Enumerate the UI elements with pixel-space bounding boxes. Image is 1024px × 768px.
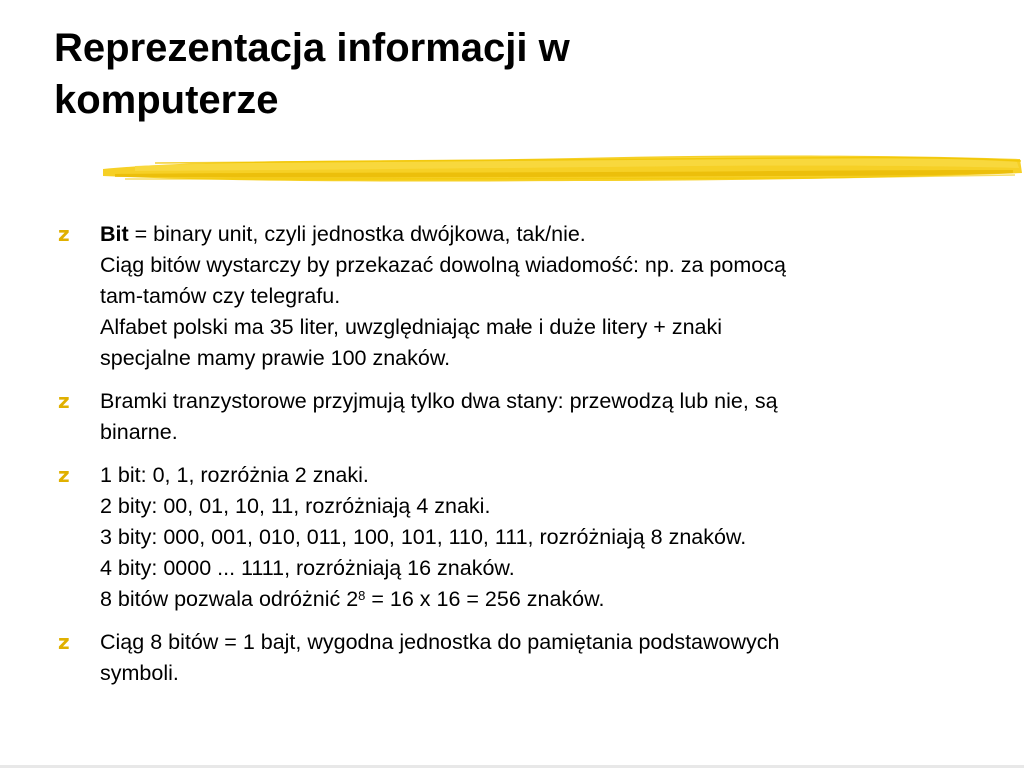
- bullet-line-power: [100, 584, 958, 615]
- bullet-item-bramki: [58, 386, 958, 448]
- bullet-line: Ciąg 8 bitów = 1 bajt, wygodna jednostka do pamiętania podstawowych: [100, 630, 780, 654]
- bullet-line: binarne.: [100, 420, 178, 444]
- bullet-line: specjalne mamy prawie 100 znaków.: [100, 346, 451, 370]
- yellow-brush-stroke-divider: [95, 146, 1024, 192]
- bullet-text: = binary unit, czyli jednostka dwójkowa, tak/nie.: [128, 222, 586, 246]
- bold-term: Bit: [100, 222, 129, 246]
- bullet-marker-icon: z: [58, 630, 70, 654]
- bullet-line: [100, 219, 958, 250]
- slide-title-line-2: komputerze: [54, 78, 279, 122]
- power-exponent: 8: [358, 588, 366, 603]
- bullet-line: 3 bity: 000, 001, 010, 011, 100, 101, 110, 111, rozróżniają 8 znaków.: [100, 525, 747, 549]
- bullet-marker-icon: z: [58, 222, 70, 246]
- bullet-line: Alfabet polski ma 35 liter, uwzględniając małe i duże litery + znaki: [100, 315, 723, 339]
- power-text-after: = 16 x 16 = 256 znaków.: [365, 587, 605, 611]
- bullet-item-bit: [58, 219, 958, 374]
- bullet-marker-icon: z: [58, 463, 70, 487]
- bullet-marker-icon: z: [58, 389, 70, 413]
- bullet-line: 1 bit: 0, 1, rozróżnia 2 znaki.: [100, 463, 369, 487]
- bullet-line: Bramki tranzystorowe przyjmują tylko dwa stany: przewodzą lub nie, są: [100, 389, 778, 413]
- bullet-item-bits-combinations: [58, 460, 958, 615]
- slide-title-line-1: Reprezentacja informacji w: [54, 26, 570, 70]
- bullet-line: Ciąg bitów wystarczy by przekazać dowolną wiadomość: np. za pomocą: [100, 253, 786, 277]
- bullet-item-bajt: [58, 627, 958, 689]
- bullet-list: [58, 219, 958, 701]
- slide-title: [54, 22, 954, 126]
- bullet-line: 4 bity: 0000 ... 1111, rozróżniają 16 znaków.: [100, 556, 515, 580]
- bullet-line: symboli.: [100, 661, 179, 685]
- bullet-line: 2 bity: 00, 01, 10, 11, rozróżniają 4 znaki.: [100, 494, 491, 518]
- power-text-before: 8 bitów pozwala odróżnić 2: [100, 587, 359, 611]
- bullet-line: tam-tamów czy telegrafu.: [100, 284, 341, 308]
